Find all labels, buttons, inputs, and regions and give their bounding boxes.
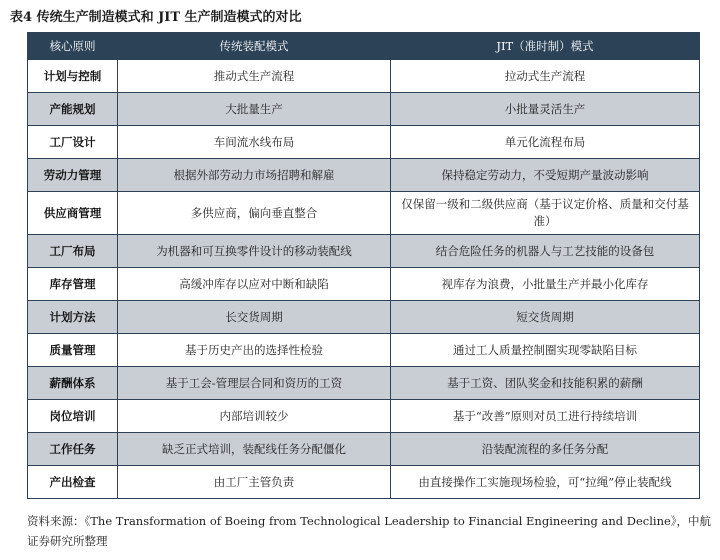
column-header-traditional: 传统装配模式: [118, 33, 391, 60]
jit-cell: 仅保留一级和二级供应商（基于议定价格、质量和交付基准）: [391, 192, 700, 235]
table-row: [28, 126, 700, 159]
jit-cell: 单元化流程布局: [391, 126, 700, 159]
jit-cell: 保持稳定劳动力，不受短期产量波动影响: [391, 159, 700, 192]
traditional-cell: 多供应商，偏向垂直整合: [118, 192, 391, 235]
jit-cell: 基于工资、团队奖金和技能积累的薪酬: [391, 367, 700, 400]
traditional-cell: 推动式生产流程: [118, 60, 391, 93]
traditional-cell: 高缓冲库存以应对中断和缺陷: [118, 268, 391, 301]
table-row: [28, 301, 700, 334]
table-row: [28, 367, 700, 400]
table-row: [28, 192, 700, 235]
principle-cell: 工厂设计: [28, 126, 118, 159]
table-row: [28, 466, 700, 499]
jit-cell: 视库存为浪费，小批量生产并最小化库存: [391, 268, 700, 301]
traditional-cell: 缺乏正式培训，装配线任务分配僵化: [118, 433, 391, 466]
jit-cell: 结合危险任务的机器人与工艺技能的设备包: [391, 235, 700, 268]
jit-cell: 通过工人质量控制圈实现零缺陷目标: [391, 334, 700, 367]
jit-cell: 小批量灵活生产: [391, 93, 700, 126]
traditional-cell: 根据外部劳动力市场招聘和解雇: [118, 159, 391, 192]
principle-cell: 产出检查: [28, 466, 118, 499]
comparison-table: [27, 32, 700, 499]
traditional-cell: 长交货周期: [118, 301, 391, 334]
jit-cell: 拉动式生产流程: [391, 60, 700, 93]
table-row: [28, 334, 700, 367]
table-row: [28, 159, 700, 192]
traditional-cell: 由工厂主管负责: [118, 466, 391, 499]
principle-cell: 岗位培训: [28, 400, 118, 433]
principle-cell: 产能规划: [28, 93, 118, 126]
table-title: 表4 传统生产制造模式和 JIT 生产制造模式的对比: [10, 10, 302, 25]
jit-cell: 基于“改善”原则对员工进行持续培训: [391, 400, 700, 433]
principle-cell: 计划方法: [28, 301, 118, 334]
column-header-principle: 核心原则: [28, 33, 118, 60]
jit-cell: 短交货周期: [391, 301, 700, 334]
table-row: [28, 433, 700, 466]
principle-cell: 计划与控制: [28, 60, 118, 93]
principle-cell: 库存管理: [28, 268, 118, 301]
traditional-cell: 大批量生产: [118, 93, 391, 126]
jit-cell: 由直接操作工实施现场检验，可“拉绳”停止装配线: [391, 466, 700, 499]
principle-cell: 供应商管理: [28, 192, 118, 235]
principle-cell: 工作任务: [28, 433, 118, 466]
table-row: [28, 235, 700, 268]
principle-cell: 薪酬体系: [28, 367, 118, 400]
table-header-row: [28, 33, 700, 60]
principle-cell: 工厂布局: [28, 235, 118, 268]
traditional-cell: 基于工会-管理层合同和资历的工资: [118, 367, 391, 400]
source-note: 资料来源：《The Transformation of Boeing from Technological Leadership to Financial Engineering and Decline》，中航证券研究所整理: [27, 514, 712, 548]
jit-cell: 沿装配流程的多任务分配: [391, 433, 700, 466]
traditional-cell: 内部培训较少: [118, 400, 391, 433]
traditional-cell: 基于历史产出的选择性检验: [118, 334, 391, 367]
table-row: [28, 268, 700, 301]
table-row: [28, 93, 700, 126]
principle-cell: 劳动力管理: [28, 159, 118, 192]
traditional-cell: 为机器和可互换零件设计的移动装配线: [118, 235, 391, 268]
column-header-jit: JIT（准时制）模式: [391, 33, 700, 60]
table-row: [28, 400, 700, 433]
principle-cell: 质量管理: [28, 334, 118, 367]
traditional-cell: 车间流水线布局: [118, 126, 391, 159]
table-row: [28, 60, 700, 93]
